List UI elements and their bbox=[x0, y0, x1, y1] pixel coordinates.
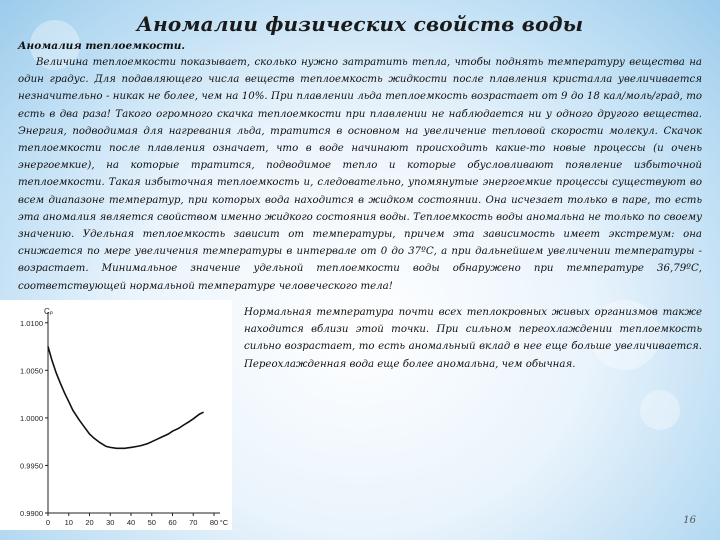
y-tick-label: 1.0000 bbox=[20, 413, 43, 423]
y-tick-label: 1.0100 bbox=[20, 318, 43, 328]
x-tick-label: 50 bbox=[147, 518, 156, 527]
x-tick-label: 0 bbox=[45, 518, 51, 527]
x-tick-label: 60 bbox=[168, 518, 177, 527]
slide-title: Аномалии физических свойств воды bbox=[136, 12, 584, 36]
y-tick-label: 0.9900 bbox=[20, 509, 43, 518]
heat-capacity-chart bbox=[0, 300, 232, 530]
y-tick-label: 1.0050 bbox=[20, 366, 43, 376]
x-tick-label: 80 bbox=[209, 518, 219, 527]
x-tick-label: 40 bbox=[126, 518, 136, 527]
body-paragraph: Величина теплоемкости показывает, сколько нужно затратить тепла, чтобы поднять температуру вещества на один градус. Для подавляющего числа веществ теплоемкость жидкости после плавления кристалла увеличивается незначительно - никак не более, чем на 10%. При плавлении льда теплоемкость возрастает от 9 до 18 кал/моль/град, то есть в два раза! Такого огромного скачка теплоемкости при плавлении не наблюдается ни у одного другого вещества. Энергия, подводимая для нагревания льда, тратится в основном на увеличение тепловой скорости молекул. Скачок теплоемкости после плавления означает, что в воде начинают происходить какие-то новые процессы (и очень энергоемкие), на которые тратится, подводимое тепло и которые обусловливают появление избыточной теплоемкости. Такая избыточная теплоемкость и, следовательно, упомянутые энергоемкие процессы существуют во всем диапазоне температур, при которых вода находится в жидком состоянии. Она исчезает только в паре, то есть эта аномалия является свойством именно жидкого состояния воды. Теплоемкость воды аномальна не только по своему значению. Удельная теплоемкость зависит от температуры, причем эта зависимость имеет экстремум: она снижается по мере увеличения температуры в интервале от 0 до 37ºС, а при дальнейшем увеличении температуры - возрастает. Минимальное значение удельной теплоемкости воды обнаружено при температуре 36,79ºС, соответствующей нормальной температуре человеческого тела! bbox=[18, 57, 702, 292]
side-paragraph: Нормальная температура почти всех теплокровных живых организмов также находится вблизи этой точки. При сильном переохлаждении теплоемкость сильно возрастает, то есть аномальный вклад в нее еще больше увеличивается. Переохлажденная вода еще более аномальна, чем обычная. bbox=[244, 307, 702, 370]
x-axis-unit: °C bbox=[219, 518, 229, 527]
y-tick-label: 0.9950 bbox=[20, 461, 43, 471]
y-axis-label: Cₚ bbox=[44, 307, 54, 316]
page-number: 16 bbox=[683, 515, 696, 526]
section-heading: Аномалия теплоемкости. bbox=[18, 40, 186, 52]
x-tick-label: 10 bbox=[64, 518, 73, 527]
x-tick-label: 70 bbox=[189, 518, 198, 527]
x-tick-label: 30 bbox=[106, 518, 115, 527]
x-tick-label: 20 bbox=[85, 518, 94, 527]
background-bokeh bbox=[640, 390, 680, 430]
